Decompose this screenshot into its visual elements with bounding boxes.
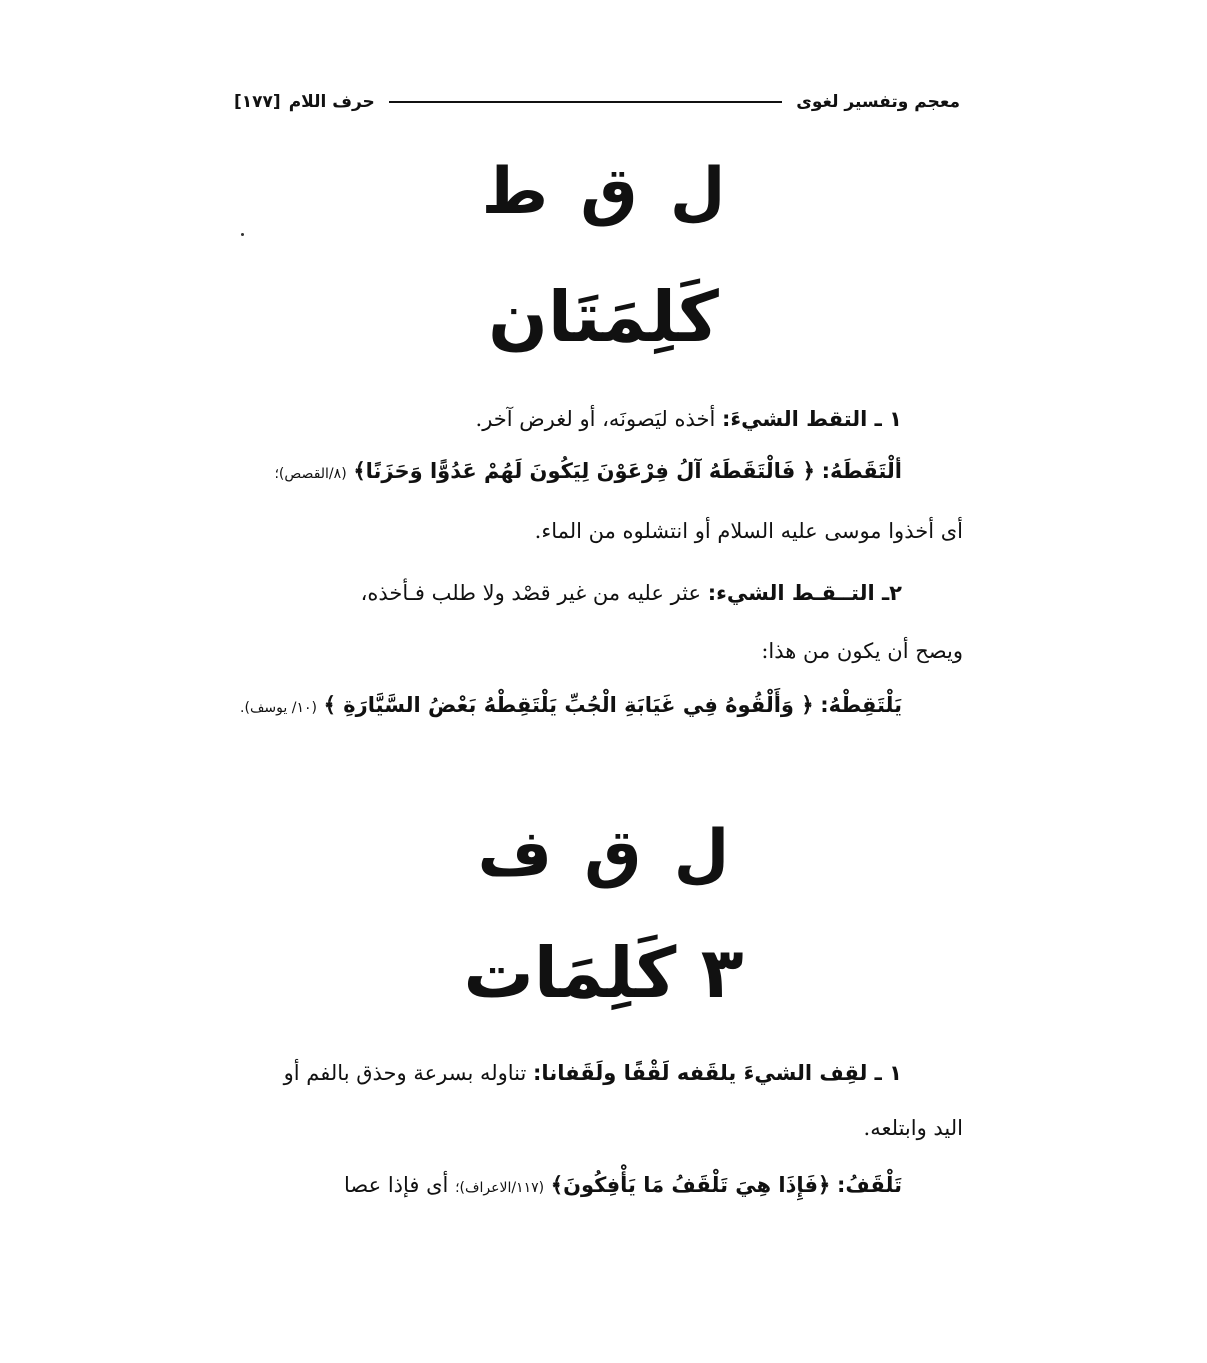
entry-headword: ٢ـ التــقـط الشيء: [707,581,902,605]
entry-continuation [864,1115,963,1142]
quran-reference: (١٠/ يوسف). [240,700,317,716]
continuation-text: ويصح أن يكون من هذا: [761,639,963,663]
entry-definition: تناوله بسرعة وحذق بالفم أو [283,1061,534,1085]
word-count-heading: ٣ كَلِمَات [463,932,744,1014]
root-heading: ل ق ط [481,155,726,229]
entry-headword: ١ ـ التقط الشيءَ: [721,407,902,431]
quote-line [344,1172,902,1199]
entry-definition: عثر عليه من غير قصْد ولا طلب فـأخذه، [360,581,708,605]
gloss-text: أى أخذوا موسى عليه السلام أو انتشلوه من الماء. [534,519,963,543]
quoted-form: ألْتَقَطَهُ: [821,459,902,483]
entry-line [476,406,902,433]
quran-reference: (١١٧/الاعراف)؛ [455,1180,545,1196]
scan-speck [241,233,244,236]
entry-line [284,1060,902,1087]
book-title: معجم وتفسير لغوى [796,92,960,112]
quote-line [274,458,902,485]
entry-line [361,580,902,607]
running-header [234,86,960,118]
word-count-heading: كَلِمَتَان [488,276,719,358]
continuation-text: اليد وابتلعه. [863,1116,963,1140]
quoted-form: يَلْتَقِطْهُ: [820,693,902,717]
continuation-text: أى فإذا عصا [344,1173,456,1197]
quoted-form: تَلْقَفُ: [837,1173,902,1197]
quran-quote: ﴿ وَأَلْقُوهُ فِي غَيَابَةِ الْجُبِّ يَلْتَقِطْهُ بَعْضُ السَّيَّارَةِ ﴾ [323,693,814,717]
entry-definition: أخذه ليَصونَه، أو لغرض آخر. [475,407,722,431]
entry-headword: ١ ـ لقِف الشيءَ يلقَفه لَقْفًا ولَقَفانا: [533,1061,902,1085]
quran-quote: ﴿ فَالْتَقَطَهُ آلُ فِرْعَوْنَ لِيَكُونَ لَهُمْ عَدُوًّا وَحَزَنًا﴾ [353,459,815,483]
root-heading: ل ق ف [477,817,730,891]
quote-line [240,692,902,719]
header-rule [389,101,782,103]
chapter-name: حرف اللام [288,92,375,112]
quran-quote: ﴿فَإِذَا هِيَ تَلْقَفُ مَا يَأْفِكُونَ﴾ [550,1173,831,1197]
quran-reference: (٨/القصص)؛ [274,466,347,482]
gloss-line [535,518,963,545]
page-number: [١٧٧] [234,92,281,112]
entry-continuation [761,638,963,665]
